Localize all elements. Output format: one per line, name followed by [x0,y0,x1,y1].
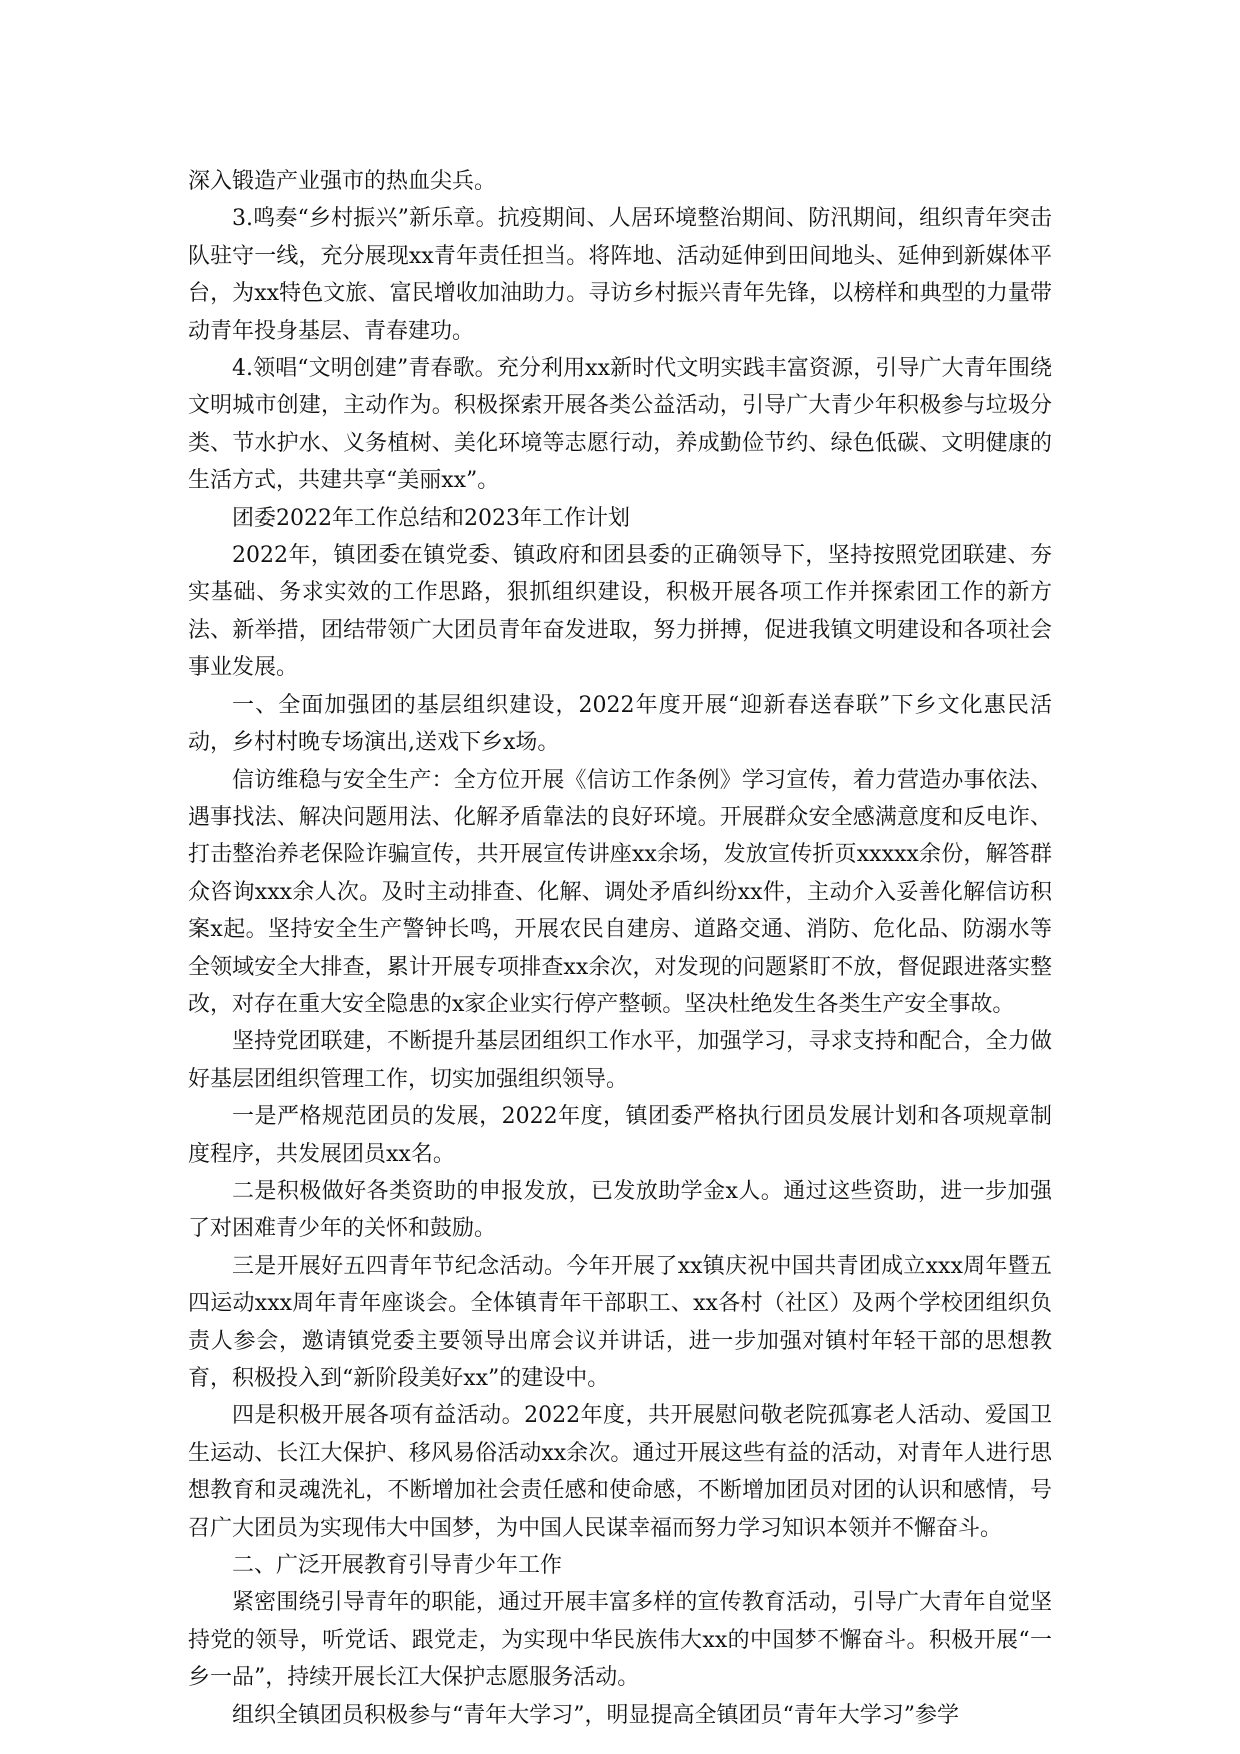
document-page [188,163,1052,1734]
paragraph: 一、全面加强团的基层组织建设，2022年度开展“迎新春送春联”下乡文化惠民活动，乡村村晚专场演出,送戏下乡x场。 [188,692,1052,756]
paragraph: 坚持党团联建，不断提升基层团组织工作水平，加强学习，寻求支持和配合，全力做好基层团组织管理工作，切实加强组织领导。 [188,1029,1052,1092]
paragraph: 四是积极开展各项有益活动。2022年度，共开展慰问敬老院孤寡老人活动、爱国卫生运动、长江大保护、移风易俗活动xx余次。通过开展这些有益的活动，对青年人进行思想教育和灵魂洗礼，不断增加社会责任感和使命感，不断增加团员对团的认识和感情，号召广大团员为实现伟大中国梦，为中国人民谋幸福而努力学习知识本领并不懈奋斗。 [188,1403,1052,1541]
paragraph: 三是开展好五四青年节纪念活动。今年开展了xx镇庆祝中国共青团成立xxx周年暨五四运动xxx周年青年座谈会。全体镇青年干部职工、xx各村（社区）及两个学校团组织负责人参会，邀请镇党委主要领导出席会议并讲话，进一步加强对镇村年轻干部的思想教育，积极投入到“新阶段美好xx”的建设中。 [188,1253,1052,1391]
paragraph: 深入锻造产业强市的热血尖兵。 [188,169,497,194]
paragraph: 紧密围绕引导青年的职能，通过开展丰富多样的宣传教育活动，引导广大青年自觉坚持党的领导，听党话、跟党走，为实现中华民族伟大xx的中国梦不懈奋斗。积极开展“一乡一品”，持续开展长江大保护志愿服务活动。 [188,1590,1052,1691]
paragraph: 3.鸣奏“乡村振兴”新乐章。抗疫期间、人居环境整治期间、防汛期间，组织青年突击队驻守一线，充分展现xx青年责任担当。将阵地、活动延伸到田间地头、延伸到新媒体平台，为xx特色文旅、富民增收加油助力。寻访乡村振兴青年先锋，以榜样和典型的力量带动青年投身基层、青春建功。 [188,206,1052,344]
paragraph: 信访维稳与安全生产：全方位开展《信访工作条例》学习宣传，着力营造办事依法、遇事找法、解决问题用法、化解矛盾靠法的良好环境。开展群众安全感满意度和反电诈、打击整治养老保险诈骗宣传，共开展宣传讲座xx余场，发放宣传折页xxxxx余份，解答群众咨询xxx余人次。及时主动排查、化解、调处矛盾纠纷xx件，主动介入妥善化解信访积案x起。坚持安全生产警钟长鸣，开展农民自建房、道路交通、消防、危化品、防溺水等全领域安全大排查，累计开展专项排查xx余次，对发现的问题紧盯不放，督促跟进落实整改，对存在重大安全隐患的x家企业实行停产整顿。坚决杜绝发生各类生产安全事故。 [188,767,1052,1017]
paragraph: 一是严格规范团员的发展，2022年度，镇团委严格执行团员发展计划和各项规章制度程序，共发展团员xx名。 [188,1104,1052,1167]
paragraph: 二是积极做好各类资助的申报发放，已发放助学金x人。通过这些资助，进一步加强了对困难青少年的关怀和鼓励。 [188,1178,1052,1242]
section-heading: 二、广泛开展教育引导青少年工作 [232,1553,563,1579]
paragraph: 4.领唱“文明创建”青春歌。充分利用xx新时代文明实践丰富资源，引导广大青年围绕文明城市创建，主动作为。积极探索开展各类公益活动，引导广大青少年积极参与垃圾分类、节水护水、义务植树、美化环境等志愿行动，养成勤俭节约、绿色低碳、文明健康的生活方式，共建共享“美丽xx”。 [188,356,1052,494]
section-title: 团委2022年工作总结和2023年工作计划 [232,505,630,531]
paragraph: 组织全镇团员积极参与“青年大学习”，明显提高全镇团员“青年大学习”参学 [232,1702,959,1728]
paragraph: 2022年，镇团委在镇党委、镇政府和团县委的正确领导下，坚持按照党团联建、夯实基础、务求实效的工作思路，狠抓组织建设，积极开展各项工作并探索团工作的新方法、新举措，团结带领广大团员青年奋发进取，努力拼搏，促进我镇文明建设和各项社会事业发展。 [188,543,1052,681]
